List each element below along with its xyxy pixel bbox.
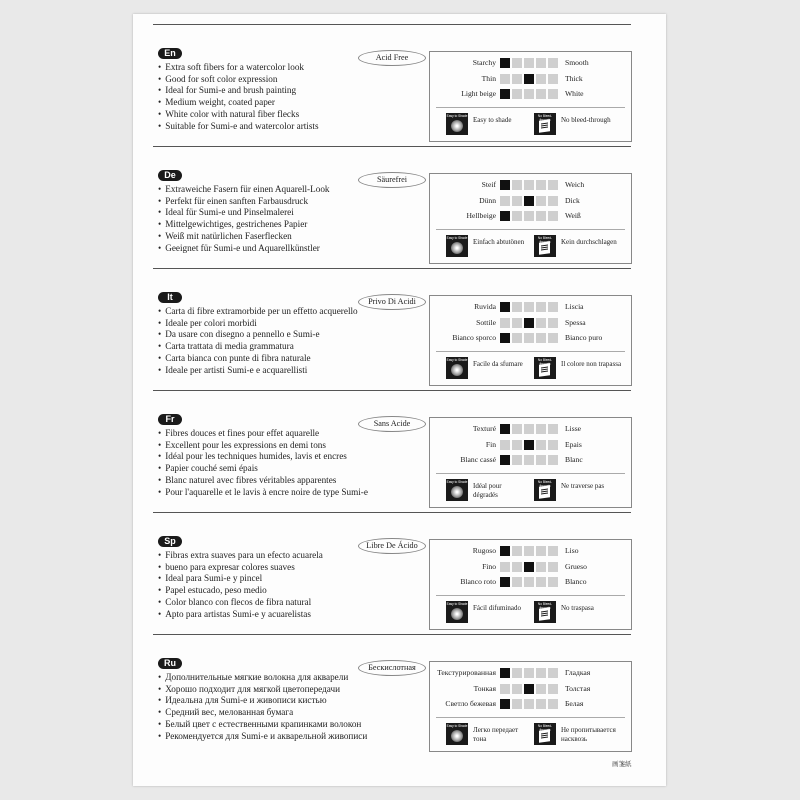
rating-cell [512,58,522,68]
easy-to-shade-icon-label: Easy to Shade [446,358,468,362]
section-divider [153,390,631,391]
no-bleed-through-icon-label: No Bleed- [537,114,553,118]
rating-cell [536,668,546,678]
rating-cell [512,302,522,312]
language-badge: Fr [158,414,182,425]
easy-to-shade-icon-label: Easy to Shade [446,114,468,118]
rating-cell [536,577,546,587]
easy-to-shade-text: Easy to shade [473,116,512,124]
scale-right-label: Blanc [565,455,583,464]
spec-divider [436,351,625,352]
rating-cell [548,577,558,587]
no-bleed-through-icon-label: No Bleed- [537,236,553,240]
rating-cell [536,74,546,84]
rating-marker [500,668,510,678]
rating-marker [524,684,534,694]
spec-panel [429,661,632,752]
scale-left-label: Hellbeige [466,211,496,220]
easy-to-shade-text: Einfach abtutönen [473,238,525,246]
scale-row [430,180,631,190]
rating-cell [536,58,546,68]
rating-cell [512,211,522,221]
rating-cell [512,455,522,465]
scale-right-label: Dick [565,195,580,205]
easy-to-shade-icon [446,357,468,379]
scale-right-label: Liscia [565,302,584,311]
scale-left-label: Текстурированная [437,668,496,677]
scale-right-label: Белая [565,699,584,708]
easy-to-shade-icon [446,601,468,623]
rating-cell [536,196,546,206]
feature-item: • Excellent pour les expressions en demi tons [158,440,368,452]
paper-sheet-icon [539,485,550,499]
rating-marker [500,302,510,312]
gradient-circle-icon [451,608,463,620]
scale-right-label: Lisse [565,424,582,433]
spec-divider [436,229,625,230]
spec-panel [429,295,632,386]
gradient-circle-icon [451,242,463,254]
scale-left-label: Starchy [472,58,496,67]
rating-scale [500,424,562,434]
rating-cell [524,58,534,68]
feature-item: • Хорошо подходит для мягкой цветопередачи [158,684,367,696]
no-bleed-through-text: No bleed-through [561,116,611,124]
rating-cell [500,196,510,206]
easy-to-shade-text: Легко передает тона [473,726,519,743]
feature-item: • Carta bianca con punte di fibra naturale [158,353,358,365]
rating-cell [512,318,522,328]
rating-marker [500,546,510,556]
acid-free-badge: Privo Di Acidi [358,294,426,310]
rating-scale [500,318,562,328]
scale-left-label: Dünn [479,195,496,205]
rating-marker [500,424,510,434]
section-divider [153,146,631,147]
rating-cell [524,699,534,709]
rating-cell [548,424,558,434]
easy-to-shade-icon [446,235,468,257]
rating-scale [500,577,562,587]
acid-free-badge: Sans Acide [358,416,426,432]
scale-left-label: Ruvida [474,302,496,311]
rating-cell [500,440,510,450]
acid-free-badge: Säurefrei [358,172,426,188]
no-bleed-through-icon-label: No Bleed- [537,358,553,362]
easy-to-shade-text: Fácil difuminado [473,604,522,612]
rating-scale [500,89,562,99]
gradient-circle-icon [451,730,463,742]
feature-item: • Papier couché semi épais [158,463,368,475]
rating-scale [500,684,562,694]
feature-item: • Extra soft fibers for a watercolor look [158,62,319,74]
language-badge: Sp [158,536,182,547]
rating-cell [548,333,558,343]
feature-item: • Da usare con disegno a pennello e Sumi-e [158,329,358,341]
scale-left-label: Sottile [476,317,496,327]
scale-left-label: Blanc cassé [460,455,496,464]
scale-row [430,333,631,343]
rating-cell [512,684,522,694]
paper-sheet-icon [539,119,550,133]
feature-item: • Weiß mit natürlichen Faserflecken [158,231,330,243]
rating-cell [512,562,522,572]
rating-cell [512,333,522,343]
rating-cell [524,577,534,587]
feature-item: • Mittelgewichtiges, gestrichenes Papier [158,219,330,231]
section-divider [153,634,631,635]
scale-row [430,302,631,312]
footer-label: 画箋紙 [612,760,632,768]
rating-scale [500,180,562,190]
spec-divider [436,473,625,474]
feature-item: • Papel estucado, peso medio [158,585,323,597]
paper-sheet-icon [539,729,550,743]
rating-cell [512,668,522,678]
rating-cell [512,89,522,99]
feature-item: • Idéal pour les techniques humides, lavis et encres [158,451,368,463]
rating-scale [500,440,562,450]
rating-cell [524,424,534,434]
feature-item: • Medium weight, coated paper [158,97,319,109]
rating-cell [536,455,546,465]
scale-left-label: Fin [485,439,496,449]
rating-marker [500,180,510,190]
gradient-circle-icon [451,120,463,132]
spec-panel [429,51,632,142]
rating-cell [512,699,522,709]
rating-cell [536,89,546,99]
spec-divider [436,107,625,108]
rating-cell [512,577,522,587]
rating-cell [548,74,558,84]
scale-row [430,684,631,694]
rating-scale [500,455,562,465]
easy-to-shade-icon-label: Easy to Shade [446,236,468,240]
scale-left-label: Blanco roto [460,577,496,586]
scale-left-label: Steif [481,180,496,189]
rating-cell [524,89,534,99]
rating-cell [548,455,558,465]
feature-list [158,428,368,498]
scale-left-label: Fino [482,561,496,571]
scale-left-label: Rugoso [472,546,496,555]
spec-divider [436,717,625,718]
easy-to-shade-icon-label: Easy to Shade [446,724,468,728]
scale-right-label: Liso [565,546,579,555]
language-badge: It [158,292,182,303]
rating-cell [548,668,558,678]
rating-scale [500,668,562,678]
scale-row [430,440,631,450]
rating-cell [548,302,558,312]
feature-item: • Идеальна для Sumi-e и живописи кистью [158,695,367,707]
rating-marker [500,211,510,221]
rating-marker [500,577,510,587]
paper-sheet-icon [539,363,550,377]
scale-right-label: Epais [565,439,582,449]
scale-row [430,318,631,328]
spec-divider [436,595,625,596]
language-section-fr [133,390,666,500]
easy-to-shade-text: Facile da sfumare [473,360,523,368]
scale-row [430,699,631,709]
no-bleed-through-icon [534,601,556,623]
no-bleed-through-icon [534,235,556,257]
scale-right-label: Thick [565,73,583,83]
scale-row [430,577,631,587]
no-bleed-through-text: Il colore non trapassa [561,360,622,368]
feature-item: • Blanc naturel avec fibres véritables apparentes [158,475,368,487]
feature-item: • Ideale per artisti Sumi-e e acquarellisti [158,365,358,377]
rating-cell [548,546,558,556]
rating-cell [548,211,558,221]
acid-free-badge: Бескислотная [358,660,426,676]
rating-cell [548,89,558,99]
gradient-circle-icon [451,486,463,498]
feature-item: • Perfekt für einen sanften Farbausdruck [158,196,330,208]
rating-scale [500,211,562,221]
easy-to-shade-icon-label: Easy to Shade [446,480,468,484]
feature-item: • Good for soft color expression [158,74,319,86]
scale-right-label: Blanco [565,577,587,586]
scale-row [430,89,631,99]
scale-left-label: Texturé [472,424,496,433]
easy-to-shade-icon [446,723,468,745]
rating-cell [524,546,534,556]
feature-item: • Ideal for Sumi-e and brush painting [158,85,319,97]
no-bleed-through-text: Не пропитывается насквозь [561,726,616,743]
rating-cell [536,333,546,343]
spec-panel [429,417,632,508]
feature-item: • White color with natural fiber flecks [158,109,319,121]
scale-right-label: Weiß [565,211,581,220]
scale-right-label: Weich [565,180,585,189]
rating-marker [524,196,534,206]
no-bleed-through-icon [534,723,556,745]
rating-marker [500,699,510,709]
rating-cell [548,180,558,190]
feature-item: • Ideal für Sumi-e und Pinselmalerei [158,207,330,219]
rating-scale [500,196,562,206]
rating-cell [524,668,534,678]
paper-sheet-icon [539,607,550,621]
section-divider [153,24,631,25]
language-section-en [133,24,666,134]
feature-item: • Apto para artistas Sumi-e y acuarelistas [158,609,323,621]
rating-cell [500,684,510,694]
scale-right-label: Толстая [565,683,591,693]
feature-item: • Ideale per colori morbidi [158,318,358,330]
no-bleed-through-icon [534,113,556,135]
rating-scale [500,546,562,556]
language-section-sp [133,512,666,622]
scale-row [430,424,631,434]
spec-panel [429,539,632,630]
rating-cell [548,684,558,694]
rating-marker [500,455,510,465]
feature-item: • Carta trattata di media grammatura [158,341,358,353]
rating-scale [500,699,562,709]
feature-item: • Средний вес, мелованная бумага [158,707,367,719]
feature-item: • Белый цвет с естественными крапинками волокон [158,719,367,731]
rating-cell [548,699,558,709]
rating-scale [500,74,562,84]
feature-item: • Color blanco con flecos de fibra natural [158,597,323,609]
rating-cell [536,440,546,450]
language-badge: De [158,170,182,181]
rating-marker [524,440,534,450]
no-bleed-through-icon [534,479,556,501]
rating-cell [548,440,558,450]
rating-cell [500,318,510,328]
rating-cell [536,546,546,556]
rating-scale [500,333,562,343]
rating-cell [524,302,534,312]
language-section-it [133,268,666,378]
no-bleed-through-icon-label: No Bleed- [537,480,553,484]
rating-cell [500,562,510,572]
no-bleed-through-text: Ne traverse pas [561,482,605,490]
rating-cell [536,562,546,572]
rating-cell [512,180,522,190]
product-sheet [133,14,666,786]
scale-row [430,562,631,572]
gradient-circle-icon [451,364,463,376]
language-badge: Ru [158,658,182,669]
scale-right-label: Spessa [565,317,586,327]
feature-item: • Geeignet für Sumi-e und Aquarellkünstler [158,243,330,255]
scale-row [430,546,631,556]
paper-sheet-icon [539,241,550,255]
language-section-ru [133,634,666,744]
easy-to-shade-icon-label: Easy to Shade [446,602,468,606]
section-divider [153,512,631,513]
rating-cell [524,211,534,221]
no-bleed-through-icon-label: No Bleed- [537,602,553,606]
rating-cell [536,684,546,694]
acid-free-badge: Libre De Ácido [358,538,426,554]
scale-left-label: Bianco sporco [452,333,496,342]
rating-marker [524,74,534,84]
feature-item: • Ideal para Sumi-e y pincel [158,573,323,585]
language-badge: En [158,48,182,59]
rating-scale [500,58,562,68]
scale-left-label: Тонкая [473,683,496,693]
rating-cell [524,333,534,343]
rating-cell [536,318,546,328]
rating-cell [524,455,534,465]
no-bleed-through-icon [534,357,556,379]
easy-to-shade-text: Idéal pour dégradés [473,482,502,499]
feature-list [158,184,330,254]
language-section-de [133,146,666,256]
rating-cell [536,424,546,434]
rating-marker [524,562,534,572]
scale-row [430,455,631,465]
feature-item: • Pour l'aquarelle et le lavis à encre noire de type Sumi-e [158,487,368,499]
scale-left-label: Светло бежевая [445,699,496,708]
scale-row [430,668,631,678]
scale-right-label: Гладкая [565,668,591,677]
scale-left-label: Light beige [461,89,496,98]
rating-cell [548,196,558,206]
rating-cell [512,546,522,556]
rating-cell [512,424,522,434]
acid-free-badge: Acid Free [358,50,426,66]
rating-cell [548,318,558,328]
section-divider [153,268,631,269]
rating-cell [524,180,534,190]
feature-item: • bueno para expresar colores suaves [158,562,323,574]
rating-marker [500,333,510,343]
no-bleed-through-text: No traspasa [561,604,594,612]
feature-item: • Fibras extra suaves para un efecto acuarela [158,550,323,562]
rating-scale [500,562,562,572]
feature-item: • Fibres douces et fines pour effet aquarelle [158,428,368,440]
rating-cell [512,74,522,84]
feature-list [158,672,367,742]
rating-cell [512,440,522,450]
scale-right-label: White [565,89,584,98]
no-bleed-through-text: Kein durchschlagen [561,238,617,246]
rating-cell [500,74,510,84]
scale-left-label: Thin [481,73,496,83]
feature-item: • Дополнительные мягкие волокна для акварели [158,672,367,684]
rating-cell [548,562,558,572]
feature-item: • Suitable for Sumi-e and watercolor artists [158,121,319,133]
scale-right-label: Smooth [565,58,589,67]
easy-to-shade-icon [446,113,468,135]
rating-marker [500,58,510,68]
rating-cell [512,196,522,206]
scale-row [430,211,631,221]
feature-list [158,62,319,132]
scale-row [430,74,631,84]
rating-cell [536,699,546,709]
feature-list [158,550,323,620]
rating-marker [524,318,534,328]
scale-row [430,58,631,68]
scale-right-label: Grueso [565,561,587,571]
rating-marker [500,89,510,99]
scale-right-label: Bianco puro [565,333,603,342]
rating-cell [536,211,546,221]
no-bleed-through-icon-label: No Bleed- [537,724,553,728]
feature-list [158,306,358,376]
spec-panel [429,173,632,264]
feature-item: • Extraweiche Fasern für einen Aquarell-Look [158,184,330,196]
feature-item: • Carta di fibre extramorbide per un effetto acquerello [158,306,358,318]
scale-row [430,196,631,206]
feature-item: • Рекомендуется для Sumi-e и акварельной живописи [158,731,367,743]
rating-cell [536,302,546,312]
rating-cell [536,180,546,190]
rating-cell [548,58,558,68]
rating-scale [500,302,562,312]
easy-to-shade-icon [446,479,468,501]
